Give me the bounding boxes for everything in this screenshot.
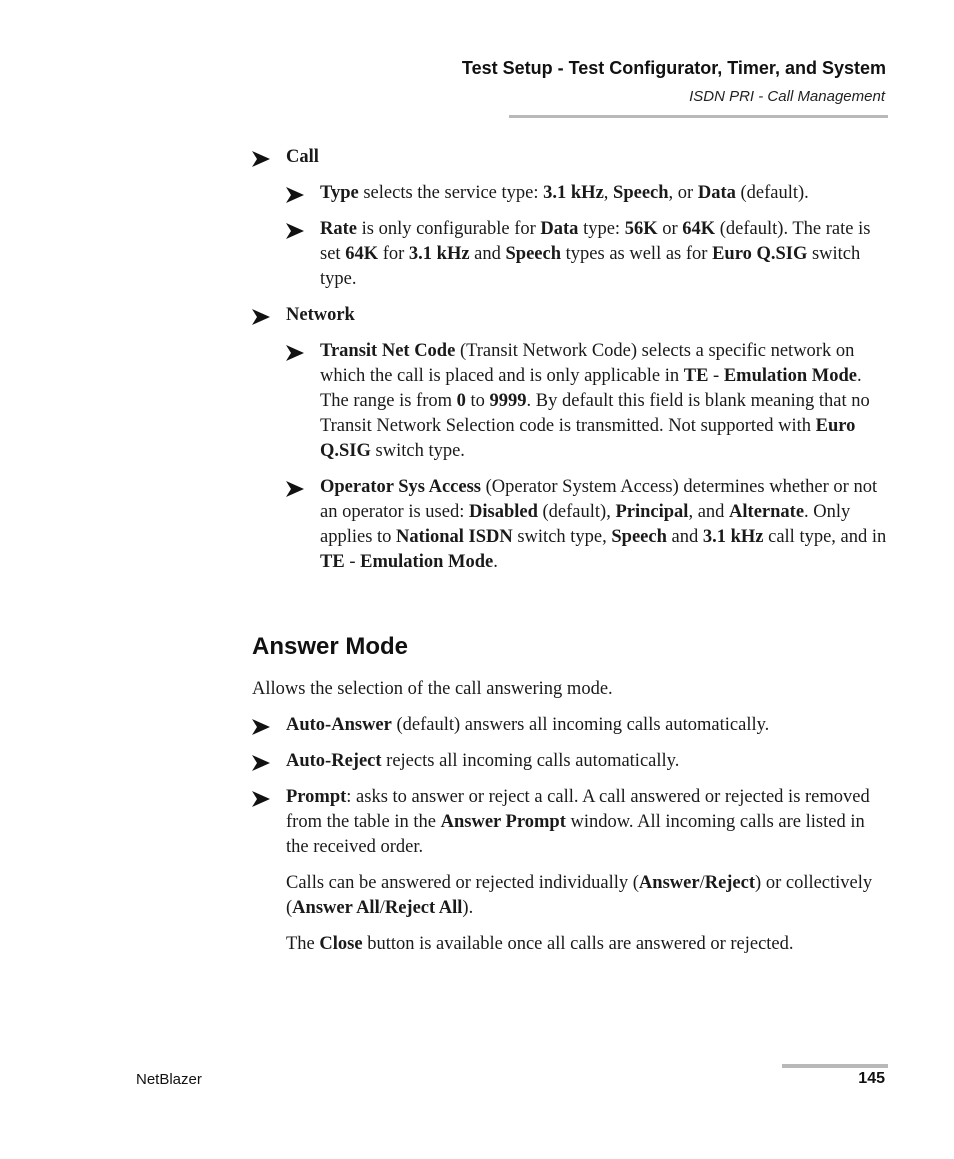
auto-reject-description [286,749,888,774]
section-title-answer-mode: Answer Mode [252,633,409,660]
bold-text: Speech [611,527,667,547]
page-content [252,145,888,968]
bold-text: TE [320,552,345,572]
text: to [465,391,490,411]
text: selects the service type: [358,183,544,203]
text: types as well as for [561,244,713,264]
bold-text: Answer All [292,898,380,918]
prompt-close-button-note [286,932,888,957]
bold-text: 64K [345,244,379,264]
term-operator-sys-access: Operator Sys Access [320,477,481,497]
list-item-prompt [252,785,888,957]
footer-product-name: NetBlazer [136,1071,202,1088]
page-header-subtitle: ISDN PRI - Call Management [689,88,885,105]
text: The [286,934,320,954]
text: (Transit Network Code) selects a specific network on which the call is placed and is only applicable in [320,341,855,386]
text: type: [578,219,625,239]
bold-text: 64K [682,219,716,239]
bold-text: Data [540,219,579,239]
text: , or [668,183,698,203]
term-type: Type [320,183,359,203]
text: , [603,183,614,203]
term-auto-reject: Auto-Reject [286,751,382,771]
right-arrowhead-icon [286,345,304,361]
bold-text: 3.1 kHz [702,527,764,547]
auto-answer-description [286,713,888,738]
list-item-call [252,145,888,170]
text: (default). The rate is set [320,219,871,264]
bold-text: Answer [638,873,700,893]
term-transit-net-code: Transit Net Code [320,341,456,361]
bold-text: Answer Prompt [440,812,566,832]
right-arrowhead-icon [286,187,304,203]
text: (default). [735,183,809,203]
operator-description [320,475,888,575]
bold-text: TE [683,366,709,386]
section-intro: Allows the selection of the call answering mode. [252,679,613,699]
bold-text: National ISDN [396,527,513,547]
text: and [469,244,506,264]
right-arrowhead-icon [252,151,270,167]
bold-text: 56K [624,219,658,239]
page-header-title: Test Setup - Test Configurator, Timer, and System [461,58,886,78]
option-data: Data [697,183,736,203]
bold-text: Euro Q.SIG [712,244,808,264]
text: switch type, [512,527,612,547]
text: button is available once all calls are answered or rejected. [362,934,794,954]
list-item-auto-answer [252,713,888,738]
text: : asks to answer or reject a call. A call answered or rejected is removed from the table in the [286,787,870,832]
text: switch type. [320,244,861,289]
term-auto-answer: Auto-Answer [286,715,392,735]
bold-text: Emulation Mode [723,366,857,386]
text: / [379,898,385,918]
text: (default) answers all incoming calls automatically. [391,715,770,735]
bold-text: Euro Q.SIG [320,416,856,461]
bold-text: Emulation Mode [360,552,494,572]
bold-text: Close [319,934,363,954]
text: or [657,219,683,239]
transit-description [320,339,888,464]
text: - [344,552,361,572]
list-item-auto-reject [252,749,888,774]
right-arrowhead-icon [286,481,304,497]
bold-text: Alternate [729,502,805,522]
bold-text: 0 [456,391,466,411]
term-prompt: Prompt [286,787,347,807]
text: call type, and in [763,527,887,547]
text: , and [688,502,730,522]
bold-text: Reject All [384,898,463,918]
list-item-operator-sys-access [286,475,888,575]
text: (default), [537,502,616,522]
list-item-type [286,181,888,206]
page-number: 145 [858,1070,885,1087]
bold-text: Principal [615,502,689,522]
text: - [708,366,724,386]
right-arrowhead-icon [252,791,270,807]
text: / [699,873,705,893]
text: . By default this field is blank meaning that no Transit Network Selection code is transmitted. Not supported with [320,391,870,436]
term-rate: Rate [320,219,357,239]
text: . The range is from [320,366,862,411]
bold-text: 9999 [489,391,527,411]
text: ). [462,898,474,918]
list-item-transit-net-code [286,339,888,464]
text: switch type. [370,441,465,461]
text: for [378,244,409,264]
bold-text: Speech [505,244,562,264]
option-3-1-khz: 3.1 kHz [543,183,604,203]
rate-description [320,217,888,292]
bold-text: Disabled [469,502,538,522]
right-arrowhead-icon [286,223,304,239]
bold-text: Reject [704,873,756,893]
option-speech: Speech [613,183,669,203]
text: . Only applies to [320,502,851,547]
right-arrowhead-icon [252,719,270,735]
header-divider [509,115,888,118]
call-label: Call [286,147,319,167]
prompt-individual-collective [286,871,888,921]
text: window. All incoming calls are listed in the received order. [286,812,865,857]
bold-text: 3.1 kHz [408,244,470,264]
right-arrowhead-icon [252,309,270,325]
list-item-network [252,303,888,328]
right-arrowhead-icon [252,755,270,771]
list-item-rate [286,217,888,292]
text: . [493,552,498,572]
type-description [320,181,888,206]
footer-divider [782,1064,888,1068]
text: rejects all incoming calls automatically. [381,751,680,771]
text: ) or collectively ( [286,873,873,918]
text: (Operator System Access) determines whether or not an operator is used: [320,477,878,522]
prompt-description [286,785,888,860]
text: Calls can be answered or rejected individually ( [286,873,639,893]
text: is only configurable for [356,219,541,239]
text: and [666,527,703,547]
network-label: Network [286,305,355,325]
